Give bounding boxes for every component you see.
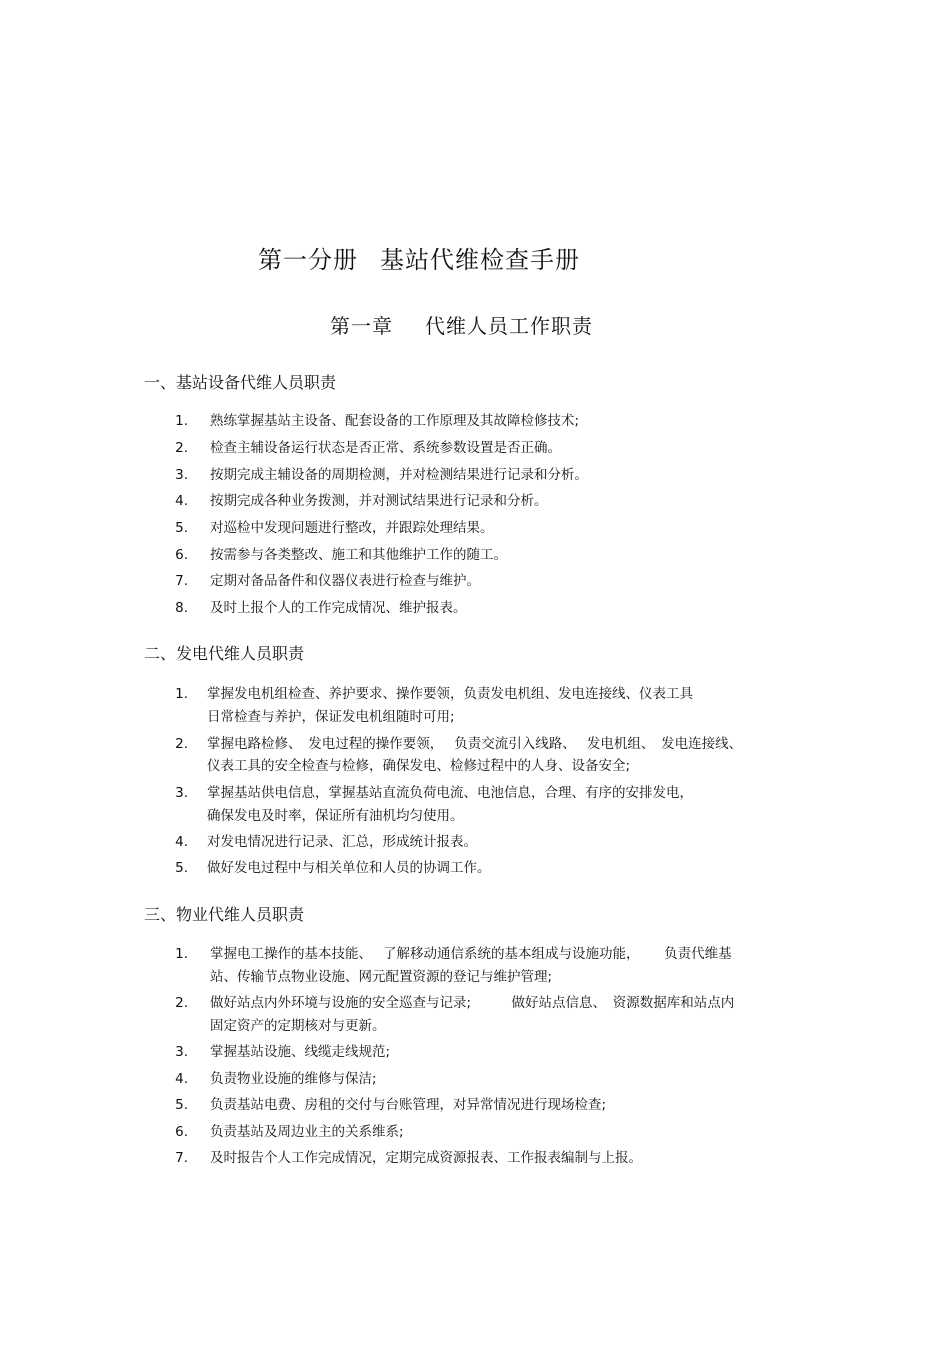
item-text: 定期对备品备件和仪器仪表进行检查与维护。 xyxy=(210,573,480,589)
chapter-title xyxy=(330,310,593,339)
main-title-part: 第一分册 xyxy=(258,246,358,274)
main-title xyxy=(258,240,580,275)
item-number: 3. xyxy=(175,785,188,801)
item-text: 按期完成各种业务拨测，并对测试结果进行记录和分析。 xyxy=(210,493,548,509)
item-text: 负责基站及周边业主的关系维系; xyxy=(210,1124,404,1140)
item-number: 3. xyxy=(175,1044,188,1060)
item-number: 5. xyxy=(175,860,188,876)
section-heading-3: 三、物业代维人员职责 xyxy=(144,905,305,924)
item-number: 4. xyxy=(175,1071,188,1087)
item-text: 掌握电工操作的基本技能、 了解移动通信系统的基本组成与设施功能， 负责代维基 xyxy=(210,946,732,962)
item-text: 掌握基站供电信息，掌握基站直流负荷电流、电池信息，合理、有序的安排发电， xyxy=(207,785,693,801)
section-heading-2: 二、发电代维人员职责 xyxy=(144,644,305,663)
item-text: 熟练掌握基站主设备、配套设备的工作原理及其故障检修技术; xyxy=(210,413,580,429)
item-text: 仪表工具的安全检查与检修，确保发电、检修过程中的人身、设备安全; xyxy=(207,758,631,774)
item-number: 4. xyxy=(175,493,188,509)
section-heading-1: 一、基站设备代维人员职责 xyxy=(144,373,337,392)
item-text: 掌握电路检修、 发电过程的操作要领， 负责交流引入线路、 发电机组、 发电连接线、 xyxy=(207,736,743,752)
item-number: 2. xyxy=(175,736,188,752)
item-number: 8. xyxy=(175,600,188,616)
item-number: 7. xyxy=(175,1150,188,1166)
item-text: 及时报告个人工作完成情况，定期完成资源报表、工作报表编制与上报。 xyxy=(210,1150,642,1166)
item-number: 1. xyxy=(175,686,188,702)
chapter-name: 代维人员工作职责 xyxy=(425,314,593,338)
main-title-name: 基站代维检查手册 xyxy=(380,246,580,274)
item-number: 5. xyxy=(175,1097,188,1113)
item-number: 3. xyxy=(175,467,188,483)
item-text: 确保发电及时率，保证所有油机均匀使用。 xyxy=(207,808,464,824)
item-text: 掌握基站设施、线缆走线规范; xyxy=(210,1044,391,1060)
item-number: 4. xyxy=(175,834,188,850)
item-text: 按需参与各类整改、施工和其他维护工作的随工。 xyxy=(210,547,507,563)
item-number: 2. xyxy=(175,995,188,1011)
item-text: 掌握发电机组检查、养护要求、操作要领，负责发电机组、发电连接线、仪表工具 xyxy=(207,686,693,702)
item-text: 对巡检中发现问题进行整改，并跟踪处理结果。 xyxy=(210,520,494,536)
item-text: 站、传输节点物业设施、网元配置资源的登记与维护管理; xyxy=(210,969,553,985)
item-number: 6. xyxy=(175,547,188,563)
item-text: 及时上报个人的工作完成情况、维护报表。 xyxy=(210,600,467,616)
item-number: 5. xyxy=(175,520,188,536)
item-text: 检查主辅设备运行状态是否正常、系统参数设置是否正确。 xyxy=(210,440,561,456)
item-number: 1. xyxy=(175,413,188,429)
item-text: 固定资产的定期核对与更新。 xyxy=(210,1018,386,1034)
item-text: 做好站点内外环境与设施的安全巡查与记录; 做好站点信息、 资源数据库和站点内 xyxy=(210,995,735,1011)
item-text: 负责物业设施的维修与保洁; xyxy=(210,1071,377,1087)
item-text: 按期完成主辅设备的周期检测，并对检测结果进行记录和分析。 xyxy=(210,467,588,483)
chapter-number: 第一章 xyxy=(330,314,393,338)
item-number: 2. xyxy=(175,440,188,456)
item-text: 做好发电过程中与相关单位和人员的协调工作。 xyxy=(207,860,491,876)
item-text: 负责基站电费、房租的交付与台账管理，对异常情况进行现场检查; xyxy=(210,1097,607,1113)
item-text: 对发电情况进行记录、汇总，形成统计报表。 xyxy=(207,834,477,850)
item-number: 1. xyxy=(175,946,188,962)
item-text: 日常检查与养护，保证发电机组随时可用; xyxy=(207,709,455,725)
item-number: 7. xyxy=(175,573,188,589)
item-number: 6. xyxy=(175,1124,188,1140)
